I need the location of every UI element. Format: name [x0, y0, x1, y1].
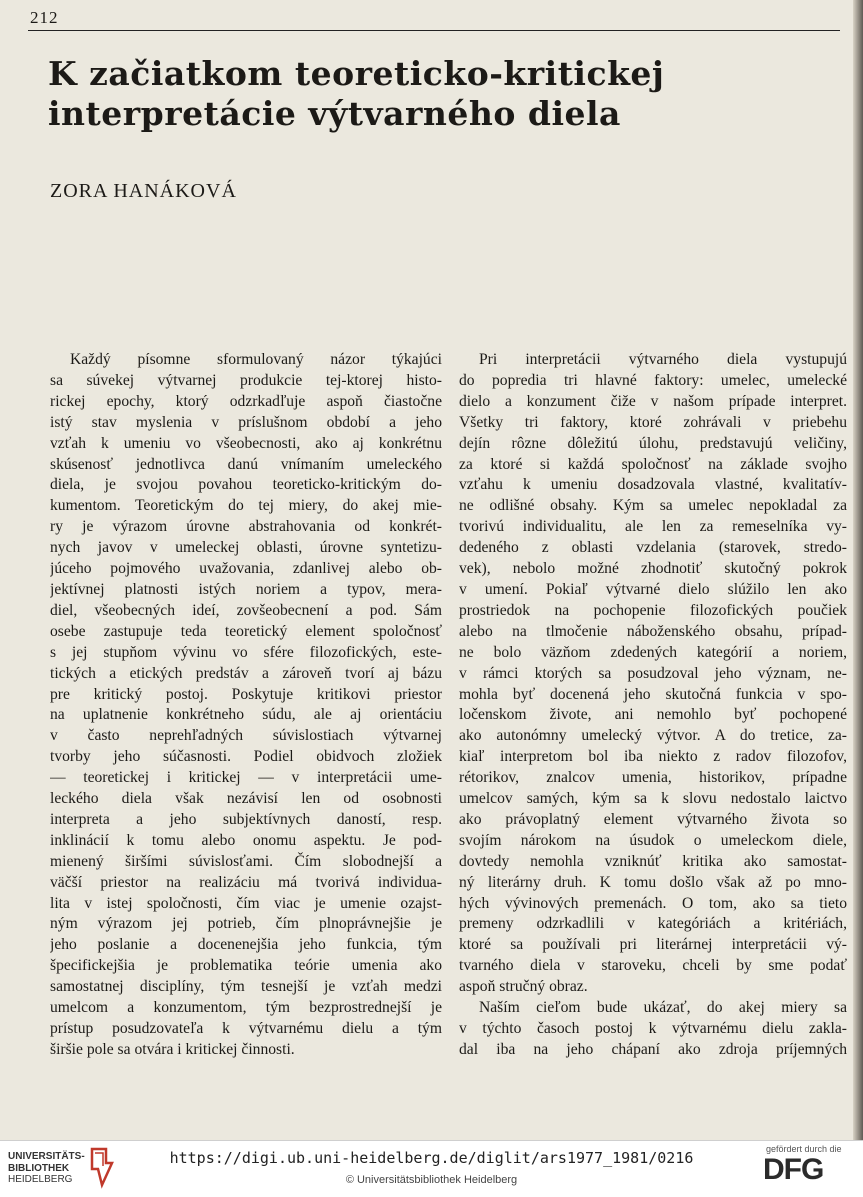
left-column-line: pre kritický postoj. Poskytuje kritikovi priestor [50, 685, 442, 703]
left-column-line: leckého diela však nezávisí len od osobnosti [50, 790, 442, 808]
left-column-line: interpreta a jeho subjektívnych daností, resp. [50, 810, 442, 828]
right-column-line: mohla byť docenená jeho skutočná funkcia v spo- [459, 685, 847, 703]
right-column-line: dielo a konzument čiže v našom prípade interpret. [459, 392, 847, 410]
left-column-line: špecifickejšia je problematika teórie umenia ako [50, 957, 442, 975]
left-column-line: ným výrazom jej potrieb, čím plnoprávnejšie je [50, 915, 442, 933]
right-column-line: ný literárny druh. K tomu došlo však až po mno- [459, 873, 847, 891]
left-column-line: sa súvekej výtvarnej produkcie tej-ktorej histo- [50, 371, 442, 389]
author-name: ZORA HANÁKOVÁ [50, 180, 237, 202]
left-column-line: lita v istej spoločnosti, čím viac je umenie ozajst- [50, 894, 442, 912]
title-line-1: K začiatkom teoreticko-kritickej [48, 54, 665, 93]
library-line-1: UNIVERSITÄTS- [8, 1151, 85, 1162]
right-column-line: vzťahu k umeniu dosadzovala vlastné, kvalitatív- [459, 476, 847, 494]
dfg-logo[interactable]: DFG [763, 1153, 824, 1186]
right-column-line: dal iba na jeho chápaní ako zdroja príjemných [459, 1040, 847, 1058]
right-column-line: alebo na tlmočenie náboženského obsahu, prípad- [459, 622, 847, 640]
left-column-line: jektívnej platnosti istých noriem a typov, mera- [50, 580, 442, 598]
right-column-line: vek), nebolo možné zhodnotiť skutočný pokrok [459, 560, 847, 578]
left-column-line: širšie pole sa otvára i kritickej činnosti. [50, 1040, 295, 1058]
right-column-line: tvarného diela v staroveku, chceli by sme podať [459, 957, 847, 975]
right-column-line: za ktoré si každá spoločnosť na základe svojho [459, 455, 847, 473]
right-column-line: do popredia tri hlavné faktory: umelec, umelecké [459, 371, 847, 389]
left-column-line: nych javov v umeleckej oblasti, úrovne syntetizu- [50, 539, 442, 557]
page-number: 212 [30, 8, 59, 27]
right-column-line: prostriedok na pochopenie filozofických poučiek [459, 601, 847, 619]
left-column-line: — teoretickej i kritickej — v interpretácii ume- [50, 769, 442, 787]
left-column-line: rickej epochy, ktorý odzrkadľuje aspoň čiastočne [50, 392, 442, 410]
right-column-line: v umení. Pokiaľ výtvarné dielo slúžilo len ako [459, 580, 847, 598]
left-column-line: kumentom. Teoretickým do tej miery, do akej mie- [50, 497, 442, 515]
right-column-line: dejín rôzne dôležitú úlohu, predstavujú veličiny, [459, 434, 847, 452]
left-column-line: väčší priestor na realizáciu má tvorivá individua- [50, 873, 442, 891]
right-column-line: ločenskom živote, ani nemohlo byť pochopené [459, 706, 847, 724]
left-column-line: osebe zastupuje teda teoretický element spoločnosť [50, 622, 442, 640]
right-column-line: ne bolo väzňom zdedených kategórií a noriem, [459, 643, 847, 661]
text-column-left [50, 350, 442, 1061]
right-column-line: v týchto časoch postoj k výtvarnému dielu zakla- [459, 1020, 847, 1037]
right-column-line: ne odlišné obsahy. Kým sa umelec nepokladal za [459, 497, 847, 515]
left-column-line: inklinácií k tomu alebo onomu aspektu. Je pod- [50, 831, 442, 849]
left-column-line: s jej stupňom vývinu vo sfére filozofických, este- [50, 643, 442, 661]
left-column-line: vzťah k umeniu vo všeobecnosti, ako aj konkrétnu [50, 434, 442, 452]
library-line-3: HEIDELBERG [8, 1174, 73, 1185]
right-column-line: rétorikov, znalcov umenia, historikov, prípadne [459, 769, 847, 787]
right-column-line: kiaľ interpretom bol iba niekto z radov filozofov, [459, 748, 847, 766]
right-column-line: dovtedy nemohla vzniknúť kritika ako samostat- [459, 852, 847, 870]
right-column-line: Všetky tri faktory, ktoré zohrávali v priebehu [459, 413, 847, 431]
right-column-line: tvorivú individualitu, ale len za remeselníka vy- [459, 518, 847, 536]
right-column-line: aspoň stručný obraz. [459, 978, 588, 996]
library-line-2: BIBLIOTHEK [8, 1162, 70, 1174]
left-column-line: skúsenosť jednotlivca danú vnímaním umeleckého [50, 455, 442, 473]
right-column-line: Naším cieľom bude ukázať, do akej miery sa [479, 999, 847, 1017]
left-column-line: umelcom a konzumentom, tým bezprostrednejší je [50, 999, 442, 1017]
left-column-line: istý stav myslenia v príslušnom období a jeho [50, 413, 442, 431]
right-column-line: Pri interpretácii výtvarného diela vystupujú [479, 351, 847, 368]
copyright-notice: © Universitätsbibliothek Heidelberg [345, 1174, 518, 1186]
right-column-line: umelcov samých, kým sa k slovu nedostalo laictvo [459, 790, 847, 808]
article-title [48, 54, 828, 134]
title-line-2: interpretácie výtvarného diela [48, 94, 621, 133]
right-column-line: hých vývinových premenách. O tom, ako sa tieto [459, 894, 847, 912]
left-column-line: ry je výrazom úrovne abstrahovania od konkrét- [50, 518, 442, 536]
header-rule [28, 30, 840, 31]
left-column-line: tvorby jeho súčasnosti. Podiel obidvoch zložiek [50, 748, 442, 766]
viewer-footer [0, 1140, 863, 1197]
right-column-line: ako právoplatný element výtvarného života so [459, 810, 847, 828]
right-column-line: svojím nárokom na úsudok o umeleckom diele, [459, 831, 847, 849]
right-column-line: dedeného z oblasti vzdelania (starovek, stredo- [459, 539, 847, 557]
left-column-line: júceho pojmového uvažovania, zdanlivej alebo ob- [50, 560, 442, 578]
left-column-line: mienený širšími súvislosťami. Čím slobodnejší a [50, 852, 442, 870]
left-column-line: diela, je svojou povahou teoreticko-kritickým do- [50, 476, 442, 494]
left-column-line: Každý písomne sformulovaný názor týkajúci [70, 351, 442, 368]
text-column-right [459, 350, 847, 1061]
permalink-url[interactable]: https://digi.ub.uni-heidelberg.de/diglit/ars1977_1981/0216 [169, 1149, 694, 1167]
left-column-line: na uplatnenie konkrétneho súdu, ale aj orientáciu [50, 706, 442, 724]
left-column-line: prístup posudzovateľa k výtvarnému dielu a tým [50, 1020, 442, 1037]
left-column-line: jeho poslanie a docenenejšia jeho funkcia, tým [50, 936, 442, 954]
left-column-line: diel, všeobecných ideí, zovšeobecnení a pod. Sám [50, 601, 442, 619]
right-column-line: ako autonómny umelecký výtvor. A do tretice, za- [459, 727, 847, 745]
right-column-line: ktoré sa používali pri literárnej interpretácii vý- [459, 936, 847, 954]
right-column-line: premeny odzrkadlili v kategóriách a kritériách, [459, 915, 847, 933]
left-column-line: samostatnej disciplíny, tým tesnejší je vzťah medzi [50, 978, 442, 996]
funder-note: gefördert durch die [766, 1144, 842, 1154]
page-edge-shadow [853, 0, 863, 1140]
left-column-line: tických a etických predstáv a zároveň tvorí aj bázu [50, 664, 442, 682]
left-column-line: v často neprehľadných súvislostiach výtvarnej [50, 727, 442, 745]
right-column-line: v rámci ktorých sa posudzoval jeho význam, ne- [459, 664, 847, 682]
